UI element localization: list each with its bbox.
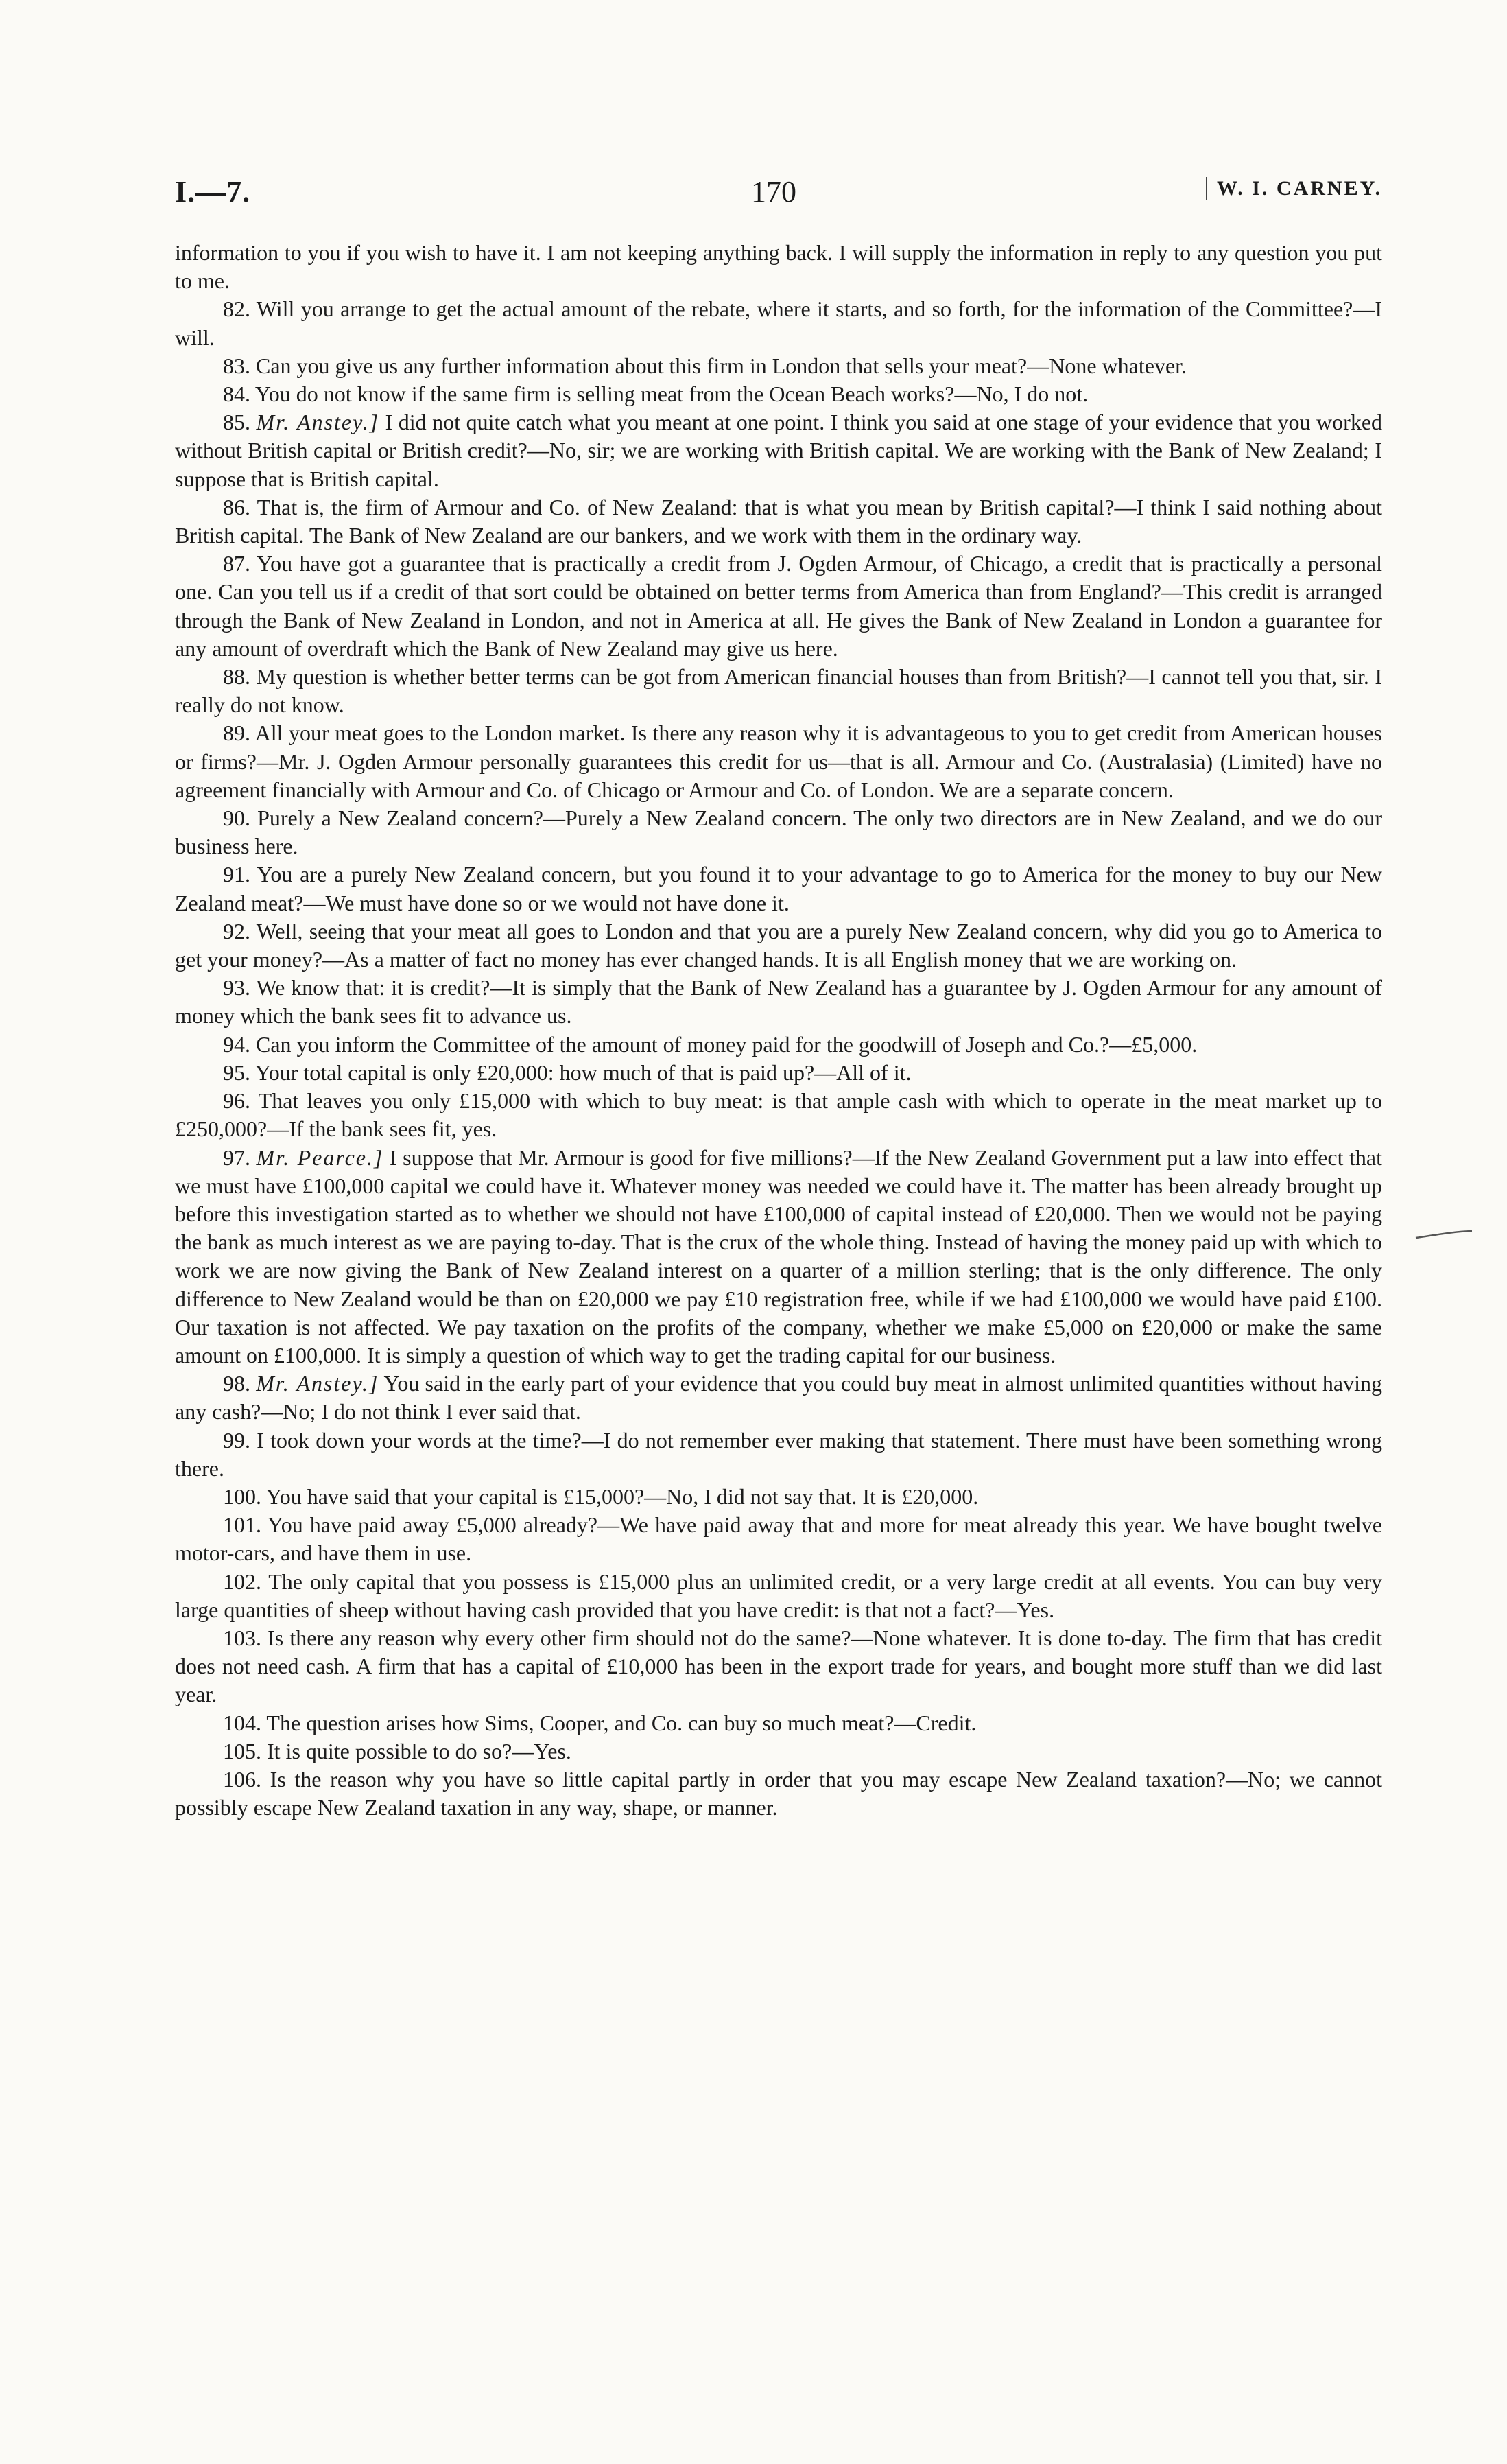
question-number: 85. [223, 410, 250, 435]
margin-pencil-mark [1414, 1230, 1473, 1239]
question-number: 82. [223, 296, 250, 322]
question-number: 84. [223, 382, 250, 407]
paragraph-text: The only capital that you possess is £15,000 plus an unlimited credit, or a very large credit at all events. You can buy very large quantities of sheep without having cash provided that you have credit: is that not a fact?—Yes. [175, 1569, 1383, 1622]
question-number: 93. [223, 975, 250, 1000]
question-number: 99. [223, 1427, 250, 1453]
question-number: 89. [223, 720, 250, 746]
question-number: 91. [223, 862, 250, 887]
paragraph [175, 663, 1382, 719]
paragraph-text: I did not quite catch what you meant at one point. I think you said at one stage of your evidence that you worked without British capital or British credit?—No, sir; we are working with British capital. We are working with the Bank of New Zealand; I suppose that is British capital. [175, 410, 1383, 491]
paragraph [175, 239, 1382, 295]
question-number: 100. [223, 1483, 261, 1509]
paragraph-text: Your total capital is only £20,000: how much of that is paid up?—All of it. [254, 1059, 912, 1085]
paragraph [175, 917, 1382, 974]
paragraph-text: Well, seeing that your meat all goes to London and that you are a purely New Zealand concern, why did you go to America to get your money?—As a matter of fact no money has ever changed hands. It is all English money that we are working on. [175, 918, 1383, 972]
paragraph [175, 1765, 1382, 1822]
paragraph [175, 1511, 1382, 1567]
paragraph-text: It is quite possible to do so?—Yes. [267, 1738, 571, 1763]
paragraph-text: Is there any reason why every other firm should not do the same?—None whatever. It is done to-day. The firm that has credit does not need cash. A firm that has a capital of £10,000 has been in the export trade for years, and bought more stuff than we did last year. [175, 1625, 1383, 1707]
question-number: 106. [223, 1766, 261, 1792]
paragraph [175, 1709, 1382, 1737]
speaker-name: Mr. Anstey.] [256, 410, 380, 435]
paragraph-text: Can you inform the Committee of the amount of money paid for the goodwill of Joseph and Co.?—£5,000. [256, 1031, 1198, 1057]
paragraph-text: You said in the early part of your evidence that you could buy meat in almost unlimited quantities without having any cash?—No; I do not think I ever said that. [175, 1371, 1383, 1424]
question-number: 95. [223, 1059, 250, 1085]
paragraph [175, 974, 1382, 1030]
paragraph-text: I took down your words at the time?—I do not remember ever making that statement. There must have been something wrong there. [175, 1427, 1383, 1481]
paragraph-text: My question is whether better terms can be got from American financial houses than from British?—I cannot tell you that, sir. I really do not know. [175, 664, 1383, 718]
evidence-text [175, 239, 1382, 1822]
witness-name: W. I. CARNEY. [1206, 177, 1382, 200]
question-number: 104. [223, 1710, 261, 1735]
question-number: 88. [223, 664, 250, 690]
paragraph-text: You are a purely New Zealand concern, but you found it to your advantage to go to America for the money to buy our New Zealand meat?—We must have done so or we would not have done it. [175, 862, 1383, 915]
paragraph-text: The question arises how Sims, Cooper, and Co. can buy so much meat?—Credit. [266, 1710, 977, 1735]
question-number: 94. [223, 1031, 250, 1057]
question-number: 98. [223, 1371, 250, 1396]
paragraph-text: I suppose that Mr. Armour is good for five millions?—If the New Zealand Government put a law into effect that we must have £100,000 capital we could have it. Whatever money was needed we could have it. The matter has been already brought up before this investigation started as to whether we should not have £100,000 of capital instead of £20,000. Then we would not be paying the bank as much interest as we are paying to-day. That is the crux of the whole thing. Instead of having the money paid up with which to work we are now giving the Bank of New Zealand interest on a quarter of a million sterling; that is the only difference. The only difference to New Zealand would be than on £20,000 we pay £10 registration free, while if we had £100,000 we would have paid £100. Our taxation is not affected. We pay taxation on the profits of the company, whether we make £5,000 on £20,000 or make the same amount on £100,000. It is simply a question of which way to get the trading capital for our business. [175, 1145, 1383, 1368]
paragraph-text: You do not know if the same firm is selling meat from the Ocean Beach works?—No, I do not. [254, 382, 1089, 407]
paragraph-text: That leaves you only £15,000 with which to buy meat: is that ample cash with which to operate in the meat market up to £250,000?—If the bank sees fit, yes. [175, 1088, 1383, 1142]
question-number: 86. [223, 494, 250, 519]
paragraph [175, 493, 1382, 550]
question-number: 96. [223, 1088, 250, 1114]
question-number: 90. [223, 806, 250, 831]
paragraph [175, 1059, 1382, 1087]
question-number: 83. [223, 353, 250, 378]
paragraph [175, 295, 1382, 351]
paragraph [175, 1087, 1382, 1143]
paragraph [175, 1483, 1382, 1511]
paragraph [175, 1624, 1382, 1709]
paragraph [175, 1144, 1382, 1370]
paragraph [175, 352, 1382, 380]
question-number: 102. [223, 1569, 261, 1594]
paragraph-text: Purely a New Zealand concern?—Purely a New Zealand concern. The only two directors are in New Zealand, and we do our business here. [175, 806, 1383, 859]
paragraph [175, 719, 1382, 804]
paragraph [175, 860, 1382, 917]
paragraph [175, 408, 1382, 493]
question-number: 103. [223, 1625, 261, 1650]
paragraph [175, 1568, 1382, 1624]
paragraph-text: Can you give us any further information about this firm in London that sells your meat?—None whatever. [256, 353, 1187, 378]
paragraph-text: information to you if you wish to have it. I am not keeping anything back. I will supply the information in reply to any question you put to me. [175, 240, 1382, 294]
paragraph [175, 1427, 1382, 1483]
paragraph-text: All your meat goes to the London market. Is there any reason why it is advantageous to you to get credit from American houses or firms?—Mr. J. Ogden Armour personally guarantees this credit for us—that is all. Armour and Co. (Australasia) (Limited) have no agreement financially with Armour and Co. of Chicago or Armour and Co. of London. We are a separate concern. [175, 720, 1383, 802]
question-number: 105. [223, 1738, 261, 1763]
paragraph-text: Will you arrange to get the actual amount of the rebate, where it starts, and so forth, for the information of the Committee?—I will. [175, 296, 1383, 350]
question-number: 87. [223, 551, 250, 576]
paragraph [175, 1031, 1382, 1059]
paragraph-text: You have paid away £5,000 already?—We have paid away that and more for meat already this year. We have bought twelve motor-cars, and have them in use. [175, 1512, 1383, 1566]
paragraph [175, 550, 1382, 663]
page-number: 170 [751, 175, 796, 209]
section-code: I.—7. [175, 175, 251, 209]
paragraph-text: Is the reason why you have so little capital partly in order that you may escape New Zealand taxation?—No; we cannot possibly escape New Zealand taxation in any way, shape, or manner. [175, 1766, 1383, 1820]
speaker-name: Mr. Anstey.] [256, 1371, 379, 1396]
page-header [175, 174, 1382, 218]
paragraph [175, 1737, 1382, 1765]
paragraph-text: You have got a guarantee that is practically a credit from J. Ogden Armour, of Chicago, a credit that is practically a personal one. Can you tell us if a credit of that sort could be obtained on better terms from America than from England?—This credit is arranged through the Bank of New Zealand in London, and not in America at all. He gives the Bank of New Zealand in London a guarantee for any amount of overdraft which the Bank of New Zealand may give us here. [175, 551, 1383, 661]
question-number: 101. [223, 1512, 261, 1538]
paragraph-text: You have said that your capital is £15,000?—No, I did not say that. It is £20,000. [265, 1483, 979, 1509]
paragraph-text: We know that: it is credit?—It is simply that the Bank of New Zealand has a guarantee by J. Ogden Armour for any amount of money which the bank sees fit to advance us. [175, 975, 1383, 1029]
question-number: 92. [223, 918, 250, 943]
paragraph [175, 1370, 1382, 1426]
paragraph [175, 804, 1382, 860]
question-number: 97. [223, 1145, 250, 1170]
paragraph [175, 380, 1382, 408]
speaker-name: Mr. Pearce.] [256, 1145, 384, 1170]
paragraph-text: That is, the firm of Armour and Co. of New Zealand: that is what you mean by British capital?—I think I said nothing about British capital. The Bank of New Zealand are our bankers, and we work with them in the ordinary way. [175, 494, 1383, 548]
